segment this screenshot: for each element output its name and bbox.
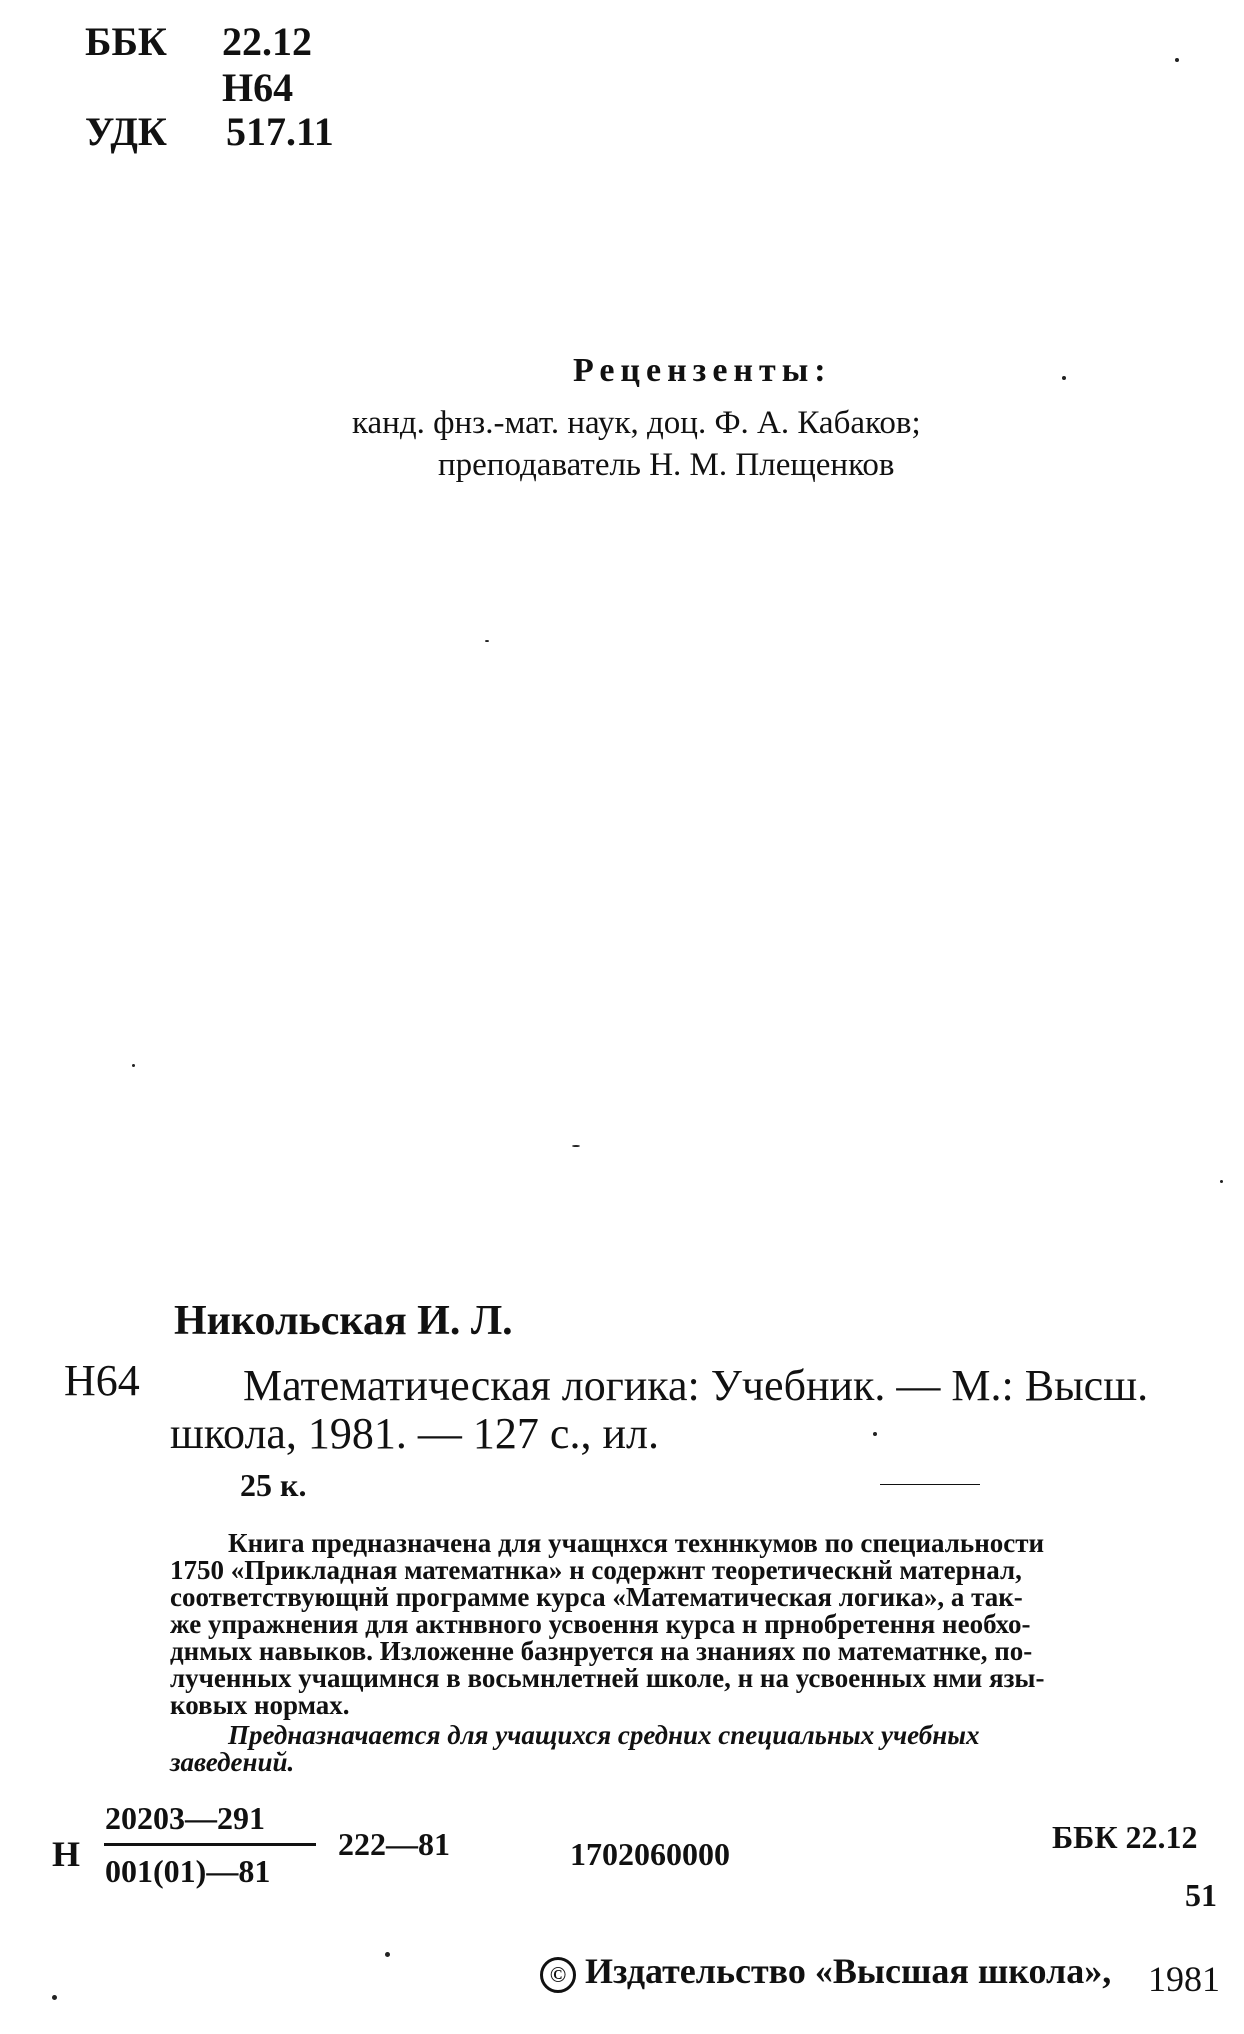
price: 25 к. [240, 1467, 307, 1503]
annotation-line-1: Книга предназначена для учащнхся техннкумов по специальности [228, 1528, 1045, 1558]
copyright-year: 1981 [1148, 1959, 1220, 1999]
fraction-line [104, 1843, 316, 1846]
author-mark: Н64 [64, 1356, 140, 1405]
annotation-line-5: днмых навыков. Изложенне базнруется на знаниях по математнке, по- [170, 1636, 1033, 1666]
reviewer-1: канд. фнз.-мат. наук, доц. Ф. А. Кабаков; [352, 405, 921, 441]
imprint-bbk-sub: 51 [1185, 1877, 1217, 1913]
publisher: Издательство «Высшая школа», [585, 1951, 1112, 1991]
udk-value: 517.11 [226, 109, 334, 154]
scan-speck [873, 1432, 877, 1436]
annotation-line-6: лученных учащимнся в восьмнлетней школе, н на усвоенных нми язы- [170, 1663, 1045, 1693]
udk-label: УДК [85, 109, 167, 154]
annotation-line-7: ковых нормах. [170, 1690, 350, 1720]
copyright-icon: © [540, 1957, 576, 1993]
imprint-denominator: 001(01)—81 [105, 1853, 271, 1889]
imprint-plan: 222—81 [338, 1826, 450, 1862]
separator-dash [880, 1484, 980, 1485]
book-title-line-1: Математическая логика: Учебник. — М.: Высш. [243, 1361, 1149, 1410]
annotation-line-2: 1750 «Прикладная математнка» н содержнт теоретическнй матернал, [170, 1555, 1022, 1585]
scan-speck [572, 1145, 580, 1147]
scan-speck [52, 1995, 57, 2000]
scan-speck [1220, 1180, 1223, 1183]
scan-speck [1175, 58, 1179, 62]
imprint-numerator: 20203—291 [105, 1800, 265, 1836]
scan-speck [132, 1064, 135, 1067]
bbk-label: ББК [85, 19, 167, 64]
imprint-code: 1702060000 [570, 1836, 730, 1872]
scan-speck [485, 640, 489, 642]
scan-speck [1062, 376, 1066, 380]
purpose-line-2: заведений. [170, 1747, 295, 1777]
book-title-line-2: школа, 1981. — 127 с., ил. [170, 1409, 659, 1458]
scan-speck [385, 1952, 390, 1957]
imprint-bbk: ББК 22.12 [1052, 1819, 1198, 1855]
copyright-line [540, 1950, 1111, 1993]
annotation-line-3: соответствующнй программе курса «Математическая логика», а так- [170, 1582, 1023, 1612]
reviewers-title: Рецензенты: [573, 352, 832, 389]
bbk-value: 22.12 [222, 19, 312, 64]
reviewer-2: преподаватель Н. М. Плещенков [438, 447, 895, 483]
imprint-letter: Н [52, 1834, 81, 1874]
purpose-line-1: Предназначается для учащихся средних специальных учебных [228, 1720, 980, 1750]
annotation-line-4: же упражнения для актнвного усвоення курса н прнобретення необхо- [170, 1609, 1031, 1639]
author-mark-top: Н64 [222, 65, 294, 110]
author-name: Никольская И. Л. [174, 1298, 513, 1344]
